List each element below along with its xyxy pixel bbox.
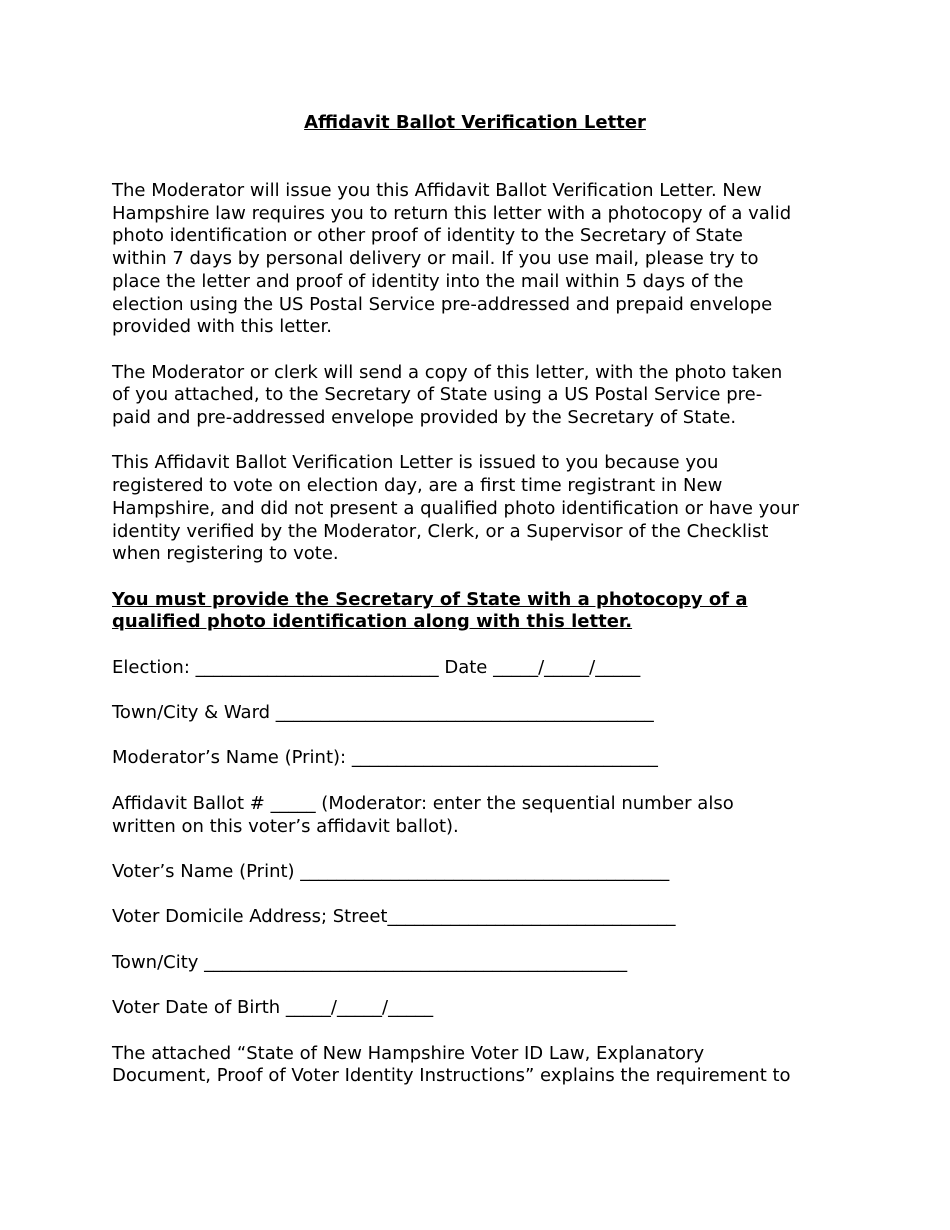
text-line: registered to vote on election day, are a first time registrant in New xyxy=(112,475,723,497)
date-of-birth-field[interactable]: Voter Date of Birth _____/_____/_____ xyxy=(112,997,434,1019)
text-line: Hampshire law requires you to return this letter with a photocopy of a valid xyxy=(112,202,792,224)
voter-address-field[interactable]: Voter Domicile Address; Street________________________________ xyxy=(112,906,676,928)
text-line: of you attached, to the Secretary of State using a US Postal Service pre- xyxy=(112,384,763,406)
text-line: when registering to vote. xyxy=(112,543,339,565)
text-line: Document, Proof of Voter Identity Instructions” explains the requirement to xyxy=(112,1065,791,1087)
text-line: Hampshire, and did not present a qualified photo identification or have your xyxy=(112,497,800,519)
text-line: The Moderator or clerk will send a copy of this letter, with the photo taken xyxy=(112,361,783,383)
text-line: within 7 days by personal delivery or mail. If you use mail, please try to xyxy=(112,248,759,270)
text-line: The Moderator will issue you this Affidavit Ballot Verification Letter. New xyxy=(112,180,762,201)
text-line: written on this voter’s affidavit ballot). xyxy=(112,815,459,837)
notice-photo-id xyxy=(112,589,852,634)
text-line: place the letter and proof of identity into the mail within 5 days of the xyxy=(112,270,744,292)
election-date-field[interactable]: Election: ___________________________ Date _____/_____/_____ xyxy=(112,656,641,678)
town-ward-field[interactable]: Town/City & Ward __________________________________________ xyxy=(112,702,654,724)
ballot-number-field[interactable] xyxy=(112,793,852,838)
text-line: paid and pre-addressed envelope provided by the Secretary of State. xyxy=(112,407,737,429)
notice-line: qualified photo identification along with this letter. xyxy=(112,611,633,633)
voter-name-field[interactable]: Voter’s Name (Print) _________________________________________ xyxy=(112,860,670,882)
text-line: identity verified by the Moderator, Clerk, or a Supervisor of the Checklist xyxy=(112,520,769,542)
notice-line: You must provide the Secretary of State with a photocopy of a xyxy=(112,588,748,610)
text-line: photo identification or other proof of identity to the Secretary of State xyxy=(112,225,743,247)
town-city-field[interactable]: Town/City _______________________________________________ xyxy=(112,951,628,973)
moderator-name-field[interactable]: Moderator’s Name (Print): __________________________________ xyxy=(112,747,658,769)
text-line: provided with this letter. xyxy=(112,316,332,338)
document-title: Affidavit Ballot Verification Letter xyxy=(304,112,646,133)
text-line: election using the US Postal Service pre-addressed and prepaid envelope xyxy=(112,293,773,315)
paragraph-clerk-send xyxy=(112,362,852,430)
text-line: The attached “State of New Hampshire Voter ID Law, Explanatory xyxy=(112,1042,705,1064)
paragraph-closing xyxy=(112,1043,852,1088)
paragraph-reason-issued xyxy=(112,452,852,566)
text-line: This Affidavit Ballot Verification Letter is issued to you because you xyxy=(112,452,719,474)
paragraph-moderator-issue xyxy=(112,180,852,339)
document-body xyxy=(112,180,852,1088)
text-line: Affidavit Ballot # _____ (Moderator: enter the sequential number also xyxy=(112,792,734,814)
